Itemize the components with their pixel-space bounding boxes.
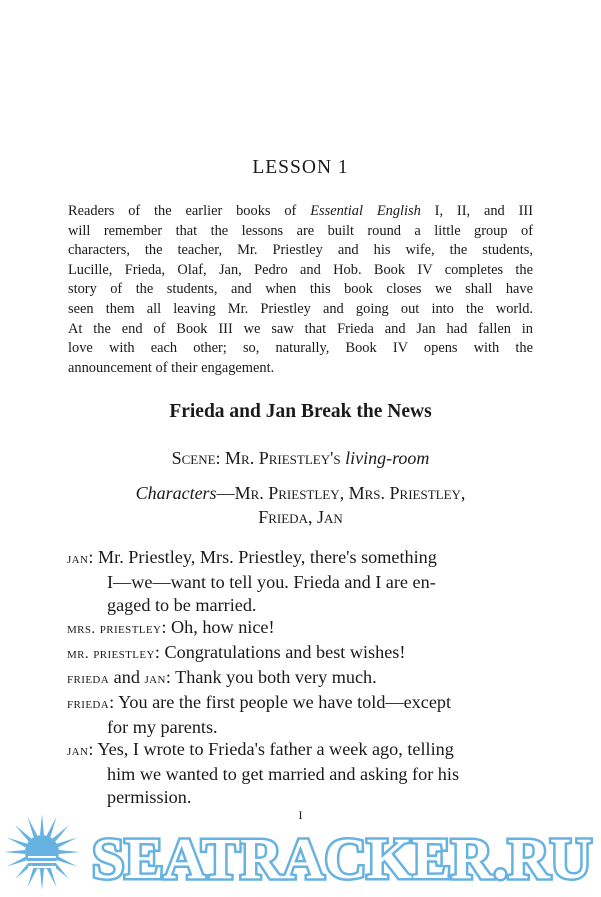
speaker-label: jan	[67, 551, 89, 567]
sun-ray	[28, 867, 38, 887]
intro-line: announcement of their engagement.	[68, 359, 275, 376]
watermark	[0, 812, 601, 897]
speaker-label: mr. priestley	[67, 646, 155, 663]
intro-line: At the end of Book III we saw that Frieda and Jan had fallen in	[68, 320, 533, 337]
intro-line: love with each other; so, naturally, Book IV opens with the	[68, 340, 533, 357]
intro-line: will remember that the lessons are built round a little group of	[68, 222, 533, 239]
intro-line: Lucille, Frieda, Olaf, Jan, Pedro and Hob. Book IV completes the	[68, 261, 533, 278]
dialogue	[67, 546, 537, 809]
sun-ray	[47, 867, 57, 887]
dialogue-line: frieda and jan: Thank you both very much.	[67, 666, 377, 687]
speaker-label: mrs. priestley	[67, 621, 162, 638]
page-number: I	[298, 808, 303, 822]
speaker-label: frieda	[67, 670, 110, 687]
sun-ray	[40, 814, 44, 835]
scene-label: Scene	[171, 448, 216, 468]
sun-icon	[4, 814, 80, 890]
lesson-heading: LESSON 1	[252, 157, 349, 178]
watermark-text: SEATRACKER.RU	[92, 826, 592, 891]
sun-wave	[28, 866, 56, 868]
dialogue-line: permission.	[107, 786, 192, 807]
dialogue-line: jan: Mr. Priestley, Mrs. Priestley, there's something	[67, 547, 437, 567]
sun-ray	[47, 817, 57, 837]
sun-ray	[40, 869, 44, 890]
speaker-label: jan	[144, 670, 166, 687]
characters-line-2: Frieda, Jan	[258, 507, 343, 527]
sun-ray	[59, 850, 80, 854]
dialogue-line: jan: Yes, I wrote to Frieda's father a week ago, telling	[67, 739, 454, 760]
sun-ray	[57, 857, 77, 867]
dialogue-line: him we wanted to get married and asking for his	[107, 764, 460, 785]
dialogue-line: mr. priestley: Congratulations and best wishes!	[67, 642, 406, 663]
intro-line: seen them all leaving Mr. Priestley and going out into the world.	[68, 300, 533, 317]
characters-line-1: Characters—Mr. Priestley, Mrs. Priestley,	[135, 483, 466, 503]
intro-line: story of the students, and when this book closes we shall have	[68, 281, 533, 298]
intro-paragraph	[68, 202, 533, 378]
characters-label: Characters	[135, 483, 217, 503]
sun-ray	[4, 850, 25, 854]
scene-room: living-room	[345, 448, 430, 468]
sun-ray	[15, 825, 31, 841]
dialogue-line: for my parents.	[107, 716, 218, 737]
intro-line: Readers of the earlier books of Essential English I, II, and III	[68, 203, 533, 219]
sun-wave	[28, 861, 56, 863]
chapter-title: Frieda and Jan Break the News	[169, 401, 432, 422]
sun-ray	[57, 838, 77, 848]
speaker-label: jan	[67, 743, 89, 760]
sun-ray	[53, 863, 69, 879]
sun-ray	[28, 817, 38, 837]
speaker-label: frieda	[67, 695, 110, 712]
dialogue-line: I—we—want to tell you. Frieda and I are en-	[107, 571, 436, 592]
sun-ray	[7, 857, 27, 867]
characters-list	[0, 481, 601, 529]
scene-setting: Mr. Priestley's	[225, 448, 341, 468]
watermark-graphic	[0, 812, 601, 897]
dialogue-line: frieda: You are the first people we have told—except	[67, 691, 452, 712]
sun-core	[25, 835, 59, 869]
sun-ray	[53, 825, 69, 841]
intro-line: characters, the teacher, Mr. Priestley and his wife, the students,	[68, 242, 533, 259]
dialogue-line: mrs. priestley: Oh, how nice!	[67, 617, 275, 638]
dialogue-line: gaged to be married.	[107, 594, 257, 615]
sun-wave	[28, 856, 56, 858]
sun-ray	[7, 838, 27, 848]
scene-line: Scene: Mr. Priestley's living-room	[171, 448, 430, 468]
sun-ray	[15, 863, 31, 879]
